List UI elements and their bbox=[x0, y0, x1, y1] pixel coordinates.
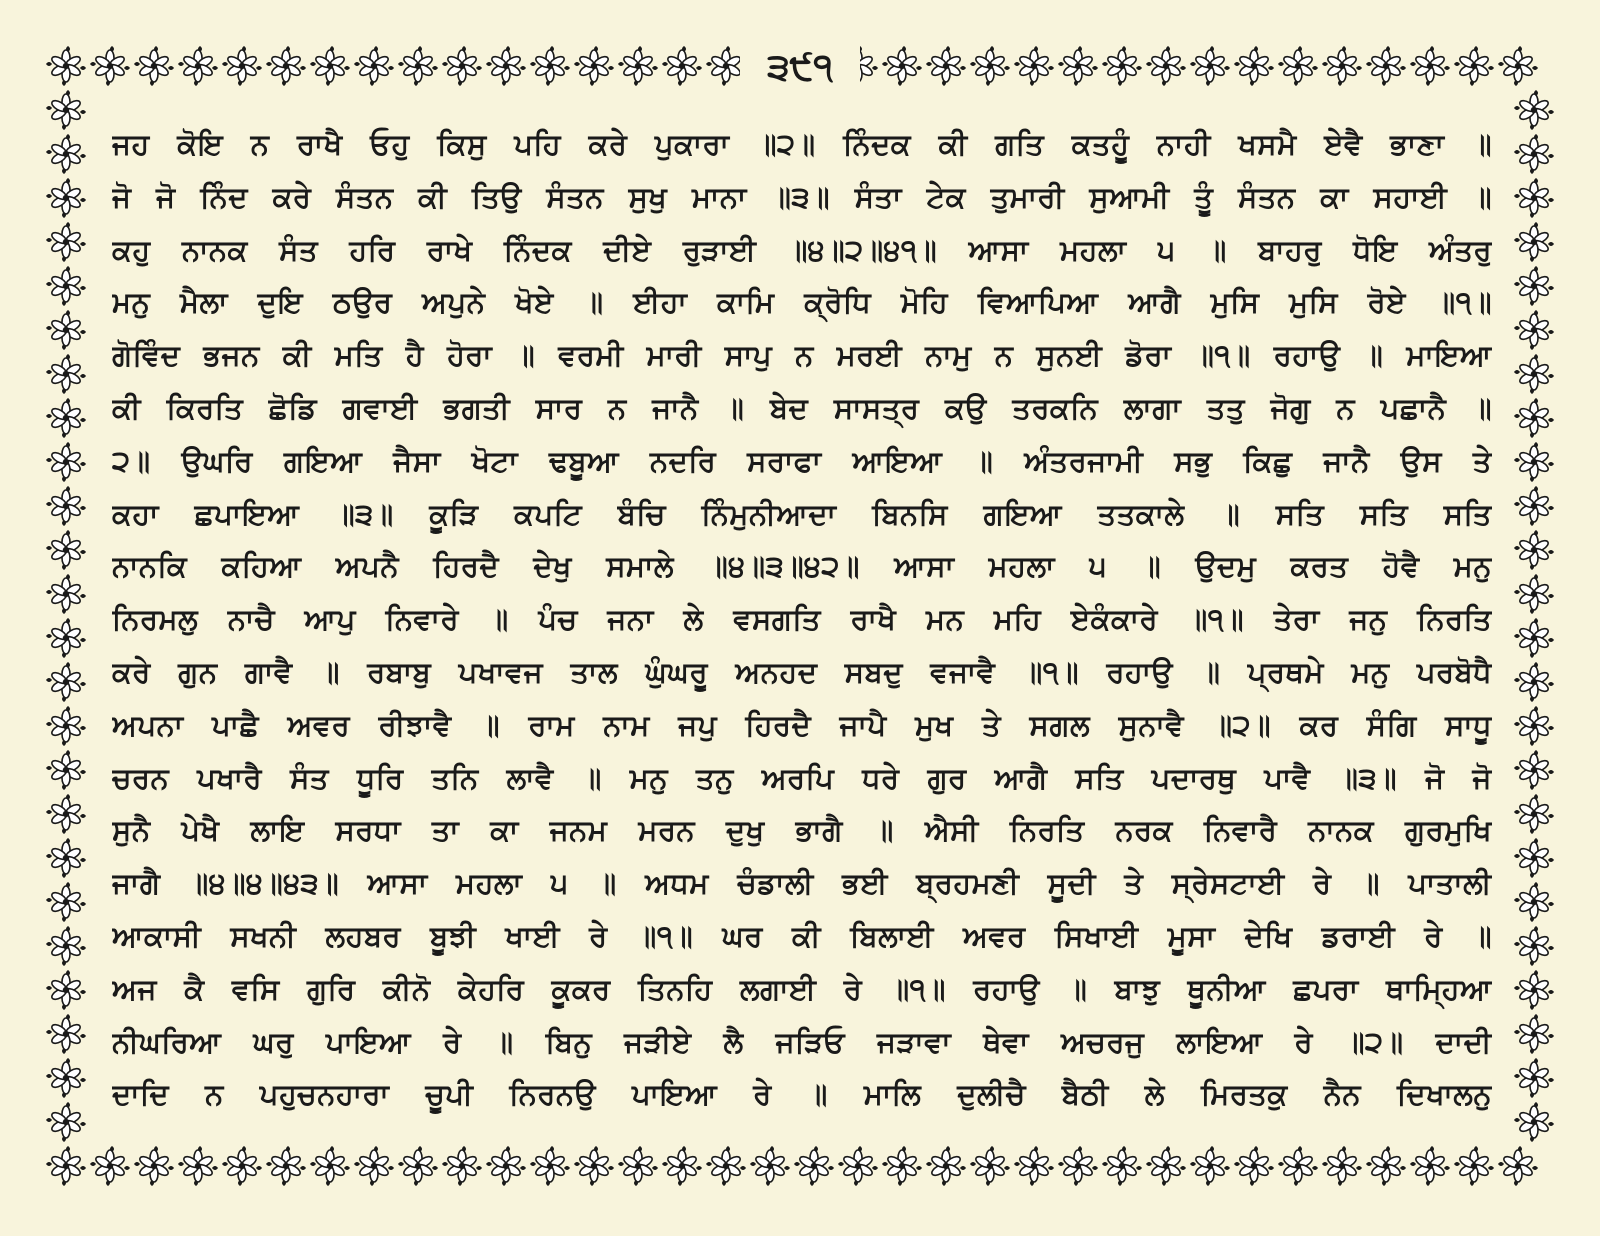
flower-ornament-icon bbox=[134, 46, 174, 86]
flower-ornament-icon bbox=[46, 750, 86, 790]
text-line: ਜਹ ਕੋਇ ਨ ਰਾਖੈ ਓਹੁ ਕਿਸੁ ਪਹਿ ਕਰੇ ਪੁਕਾਰਾ ॥੨॥ ਨਿੰਦਕ ਕੀ ਗਤਿ ਕਤਹੂੰ ਨਾਹੀ ਖਸਮੈ ਏਵੈ ਭਾਣਾ ॥ bbox=[112, 127, 1492, 161]
flower-ornament-icon bbox=[1014, 46, 1054, 86]
flower-ornament-icon bbox=[1514, 882, 1554, 922]
flower-ornament-icon bbox=[1454, 1146, 1494, 1186]
flower-ornament-icon bbox=[46, 222, 86, 262]
flower-ornament-icon bbox=[398, 46, 438, 86]
flower-ornament-icon bbox=[266, 46, 306, 86]
flower-ornament-icon bbox=[354, 1146, 394, 1186]
flower-ornament-icon bbox=[1146, 1146, 1186, 1186]
flower-ornament-icon bbox=[882, 1146, 922, 1186]
flower-ornament-icon bbox=[310, 46, 350, 86]
flower-ornament-icon bbox=[46, 838, 86, 878]
text-line: ਚਰਨ ਪਖਾਰੈ ਸੰਤ ਧੂਰਿ ਤਨਿ ਲਾਵੈ ॥ ਮਨੁ ਤਨੁ ਅਰਪਿ ਧਰੇ ਗੁਰ ਆਗੈ ਸਤਿ ਪਦਾਰਥੁ ਪਾਵੈ ॥੩॥ ਜੋ ਜੋ bbox=[112, 760, 1492, 795]
text-line: ਨਿਰਮਲੁ ਨਾਚੈ ਆਪੁ ਨਿਵਾਰੇ ॥ ਪੰਚ ਜਨਾ ਲੇ ਵਸਗਤਿ ਰਾਖੈ ਮਨ ਮਹਿ ਏਕੰਕਾਰੇ ॥੧॥ ਤੇਰਾ ਜਨੁ ਨਿਰਤਿ bbox=[112, 602, 1492, 637]
text-line: ਕੀ ਕਿਰਤਿ ਛੋਡਿ ਗਵਾਈ ਭਗਤੀ ਸਾਰ ਨ ਜਾਨੈ ॥ ਬੇਦ ਸਾਸਤ੍ਰ ਕਉ ਤਰਕਨਿ ਲਾਗਾ ਤਤੁ ਜੋਗੁ ਨ ਪਛਾਨੈ ॥ bbox=[112, 390, 1492, 425]
flower-ornament-icon bbox=[574, 46, 614, 86]
flower-ornament-icon bbox=[442, 46, 482, 86]
flower-ornament-icon bbox=[46, 662, 86, 702]
flower-ornament-icon bbox=[970, 1146, 1010, 1186]
text-line: ਜਾਗੈ ॥੪॥੪॥੪੩॥ ਆਸਾ ਮਹਲਾ ੫ ॥ ਅਧਮ ਚੰਡਾਲੀ ਭਈ ਬ੍ਰਹਮਣੀ ਸੂਦੀ ਤੇ ਸ੍ਰੇਸਟਾਈ ਰੇ ॥ ਪਾਤਾਲੀ bbox=[112, 866, 1492, 901]
flower-ornament-icon bbox=[46, 618, 86, 658]
page-number: ੩੯੧ bbox=[740, 40, 860, 96]
flower-ornament-icon bbox=[1514, 926, 1554, 966]
flower-ornament-icon bbox=[1514, 838, 1554, 878]
flower-ornament-icon bbox=[46, 882, 86, 922]
flower-ornament-icon bbox=[926, 46, 966, 86]
flower-ornament-icon bbox=[442, 1146, 482, 1186]
flower-ornament-icon bbox=[46, 970, 86, 1010]
text-line: ਅਪਨਾ ਪਾਛੈ ਅਵਰ ਰੀਝਾਵੈ ॥ ਰਾਮ ਨਾਮ ਜਪੁ ਹਿਰਦੈ ਜਾਪੈ ਮੁਖ ਤੇ ਸਗਲ ਸੁਨਾਵੈ ॥੨॥ ਕਰ ਸੰਗਿ ਸਾਧੂ bbox=[112, 707, 1492, 742]
flower-ornament-icon bbox=[310, 1146, 350, 1186]
flower-ornament-icon bbox=[178, 46, 218, 86]
flower-ornament-icon bbox=[618, 1146, 658, 1186]
flower-ornament-icon bbox=[46, 178, 86, 218]
text-line: ਆਕਾਸੀ ਸਖਨੀ ਲਹਬਰ ਬੂਝੀ ਖਾਈ ਰੇ ॥੧॥ ਘਰ ਕੀ ਬਿਲਾਈ ਅਵਰ ਸਿਖਾਈ ਮੂਸਾ ਦੇਖਿ ਡਰਾਈ ਰੇ ॥ bbox=[112, 918, 1492, 953]
flower-ornament-icon bbox=[574, 1146, 614, 1186]
flower-ornament-icon bbox=[1234, 46, 1274, 86]
flower-ornament-icon bbox=[46, 310, 86, 350]
flower-ornament-icon bbox=[1514, 750, 1554, 790]
flower-ornament-icon bbox=[1514, 134, 1554, 174]
flower-ornament-icon bbox=[1102, 46, 1142, 86]
flower-ornament-icon bbox=[618, 46, 658, 86]
flower-ornament-icon bbox=[90, 46, 130, 86]
flower-ornament-icon bbox=[46, 354, 86, 394]
flower-ornament-icon bbox=[706, 1146, 746, 1186]
flower-ornament-icon bbox=[1514, 486, 1554, 526]
flower-ornament-icon bbox=[1102, 1146, 1142, 1186]
flower-ornament-icon bbox=[1514, 1102, 1554, 1142]
text-line: ਮਨੁ ਮੈਲਾ ਦੁਇ ਠਉਰ ਅਪੁਨੇ ਖੋਏ ॥ ਈਹਾ ਕਾਮਿ ਕ੍ਰੋਧਿ ਮੋਹਿ ਵਿਆਪਿਆ ਆਗੈ ਮੁਸਿ ਮੁਸਿ ਰੋਏ ॥੧॥ bbox=[112, 285, 1492, 320]
flower-ornament-icon bbox=[662, 1146, 702, 1186]
flower-ornament-icon bbox=[46, 530, 86, 570]
flower-ornament-icon bbox=[90, 1146, 130, 1186]
flower-ornament-icon bbox=[1234, 1146, 1274, 1186]
flower-ornament-icon bbox=[1514, 1014, 1554, 1054]
flower-ornament-icon bbox=[1498, 1146, 1538, 1186]
flower-ornament-icon bbox=[46, 134, 86, 174]
flower-ornament-icon bbox=[1514, 442, 1554, 482]
flower-ornament-icon bbox=[1454, 46, 1494, 86]
text-line: ਸੁਨੈ ਪੇਖੈ ਲਾਇ ਸਰਧਾ ਤਾ ਕਾ ਜਨਮ ਮਰਨ ਦੁਖੁ ਭਾਗੈ ॥ ਐਸੀ ਨਿਰਤਿ ਨਰਕ ਨਿਵਾਰੈ ਨਾਨਕ ਗੁਰਮੁਖਿ bbox=[112, 813, 1492, 848]
flower-ornament-icon bbox=[1322, 46, 1362, 86]
flower-ornament-icon bbox=[1410, 46, 1450, 86]
flower-ornament-icon bbox=[1498, 46, 1538, 86]
flower-ornament-icon bbox=[1514, 90, 1554, 130]
flower-ornament-icon bbox=[882, 46, 922, 86]
flower-ornament-icon bbox=[46, 1102, 86, 1142]
flower-ornament-icon bbox=[1514, 310, 1554, 350]
flower-ornament-icon bbox=[1190, 46, 1230, 86]
flower-ornament-icon bbox=[1514, 178, 1554, 218]
flower-ornament-icon bbox=[46, 486, 86, 526]
flower-ornament-icon bbox=[1514, 398, 1554, 438]
flower-ornament-icon bbox=[1514, 1058, 1554, 1098]
flower-ornament-icon bbox=[1514, 662, 1554, 702]
flower-ornament-icon bbox=[222, 46, 262, 86]
flower-ornament-icon bbox=[1190, 1146, 1230, 1186]
flower-ornament-icon bbox=[1366, 46, 1406, 86]
text-line: ਨਾਨਕਿ ਕਹਿਆ ਅਪਨੈ ਹਿਰਦੈ ਦੇਖੁ ਸਮਾਲੇ ॥੪॥੩॥੪੨॥ ਆਸਾ ਮਹਲਾ ੫ ॥ ਉਦਮੁ ਕਰਤ ਹੋਵੈ ਮਨੁ bbox=[112, 549, 1492, 584]
flower-ornament-icon bbox=[530, 1146, 570, 1186]
text-line: ਜੋ ਜੋ ਨਿੰਦ ਕਰੇ ਸੰਤਨ ਕੀ ਤਿਉ ਸੰਤਨ ਸੁਖੁ ਮਾਨਾ ॥੩॥ ਸੰਤਾ ਟੇਕ ਤੁਮਾਰੀ ਸੁਆਮੀ ਤੂੰ ਸੰਤਨ ਕਾ ਸਹਾਈ ॥ bbox=[112, 179, 1492, 214]
flower-ornament-icon bbox=[1514, 794, 1554, 834]
flower-ornament-icon bbox=[46, 398, 86, 438]
flower-ornament-icon bbox=[46, 1058, 86, 1098]
flower-ornament-icon bbox=[178, 1146, 218, 1186]
flower-ornament-icon bbox=[838, 1146, 878, 1186]
flower-ornament-icon bbox=[1146, 46, 1186, 86]
flower-ornament-icon bbox=[486, 46, 526, 86]
flower-ornament-icon bbox=[1514, 574, 1554, 614]
flower-ornament-icon bbox=[46, 442, 86, 482]
text-line: ਕਹਾ ਛਪਾਇਆ ॥੩॥ ਕੂੜਿ ਕਪਟਿ ਬੰਚਿ ਨਿੰਮੁਨੀਆਦਾ ਬਿਨਸਿ ਗਇਆ ਤਤਕਾਲੇ ॥ ਸਤਿ ਸਤਿ ਸਤਿ bbox=[112, 496, 1492, 531]
flower-ornament-icon bbox=[1514, 266, 1554, 306]
flower-ornament-icon bbox=[530, 46, 570, 86]
flower-ornament-icon bbox=[970, 46, 1010, 86]
flower-ornament-icon bbox=[266, 1146, 306, 1186]
text-line: ਦਾਦਿ ਨ ਪਹੁਚਨਹਾਰਾ ਚੂਪੀ ਨਿਰਨਉ ਪਾਇਆ ਰੇ ॥ ਮਾਲਿ ਦੁਲੀਚੈ ਬੈਠੀ ਲੇ ਮਿਰਤਕੁ ਨੈਨ ਦਿਖਾਲਨੁ bbox=[112, 1077, 1492, 1112]
flower-ornament-icon bbox=[46, 926, 86, 966]
flower-ornament-icon bbox=[46, 1146, 86, 1186]
text-line: ਕਹੁ ਨਾਨਕ ਸੰਤ ਹਰਿ ਰਾਖੇ ਨਿੰਦਕ ਦੀਏ ਰੁੜਾਈ ॥੪॥੨॥੪੧॥ ਆਸਾ ਮਹਲਾ ੫ ॥ ਬਾਹਰੁ ਧੋਇ ਅੰਤਰੁ bbox=[112, 232, 1492, 267]
scripture-text bbox=[112, 118, 1492, 1112]
text-line: ਕਰੇ ਗੁਨ ਗਾਵੈ ॥ ਰਬਾਬੁ ਪਖਾਵਜ ਤਾਲ ਘੁੰਘਰੂ ਅਨਹਦ ਸਬਦੁ ਵਜਾਵੈ ॥੧॥ ਰਹਾਉ ॥ ਪ੍ਰਥਮੇ ਮਨੁ ਪਰਬੋਧੈ bbox=[112, 654, 1492, 689]
flower-ornament-icon bbox=[46, 1014, 86, 1054]
flower-ornament-icon bbox=[1514, 970, 1554, 1010]
flower-ornament-icon bbox=[134, 1146, 174, 1186]
flower-ornament-icon bbox=[1514, 530, 1554, 570]
text-line: ਨੀਘਰਿਆ ਘਰੁ ਪਾਇਆ ਰੇ ॥ ਬਿਨੁ ਜੜੀਏ ਲੈ ਜੜਿਓ ਜੜਾਵਾ ਥੇਵਾ ਅਚਰਜੁ ਲਾਇਆ ਰੇ ॥੨॥ ਦਾਦੀ bbox=[112, 1024, 1492, 1059]
flower-ornament-icon bbox=[222, 1146, 262, 1186]
text-line: ੨॥ ਉਘਰਿ ਗਇਆ ਜੈਸਾ ਖੋਟਾ ਢਬੂਆ ਨਦਰਿ ਸਰਾਫਾ ਆਇਆ ॥ ਅੰਤਰਜਾਮੀ ਸਭੁ ਕਿਛੁ ਜਾਨੈ ਉਸ ਤੇ bbox=[112, 443, 1492, 478]
flower-ornament-icon bbox=[1322, 1146, 1362, 1186]
flower-ornament-icon bbox=[1514, 222, 1554, 262]
flower-ornament-icon bbox=[662, 46, 702, 86]
flower-ornament-icon bbox=[354, 46, 394, 86]
flower-ornament-icon bbox=[398, 1146, 438, 1186]
flower-ornament-icon bbox=[926, 1146, 966, 1186]
flower-ornament-icon bbox=[46, 706, 86, 746]
flower-ornament-icon bbox=[1514, 706, 1554, 746]
flower-ornament-icon bbox=[794, 1146, 834, 1186]
flower-ornament-icon bbox=[1410, 1146, 1450, 1186]
flower-ornament-icon bbox=[486, 1146, 526, 1186]
flower-ornament-icon bbox=[46, 574, 86, 614]
flower-ornament-icon bbox=[1278, 1146, 1318, 1186]
flower-ornament-icon bbox=[1514, 618, 1554, 658]
flower-ornament-icon bbox=[46, 266, 86, 306]
flower-ornament-icon bbox=[1366, 1146, 1406, 1186]
flower-ornament-icon bbox=[1058, 46, 1098, 86]
flower-ornament-icon bbox=[1278, 46, 1318, 86]
flower-ornament-icon bbox=[46, 46, 86, 86]
text-line: ਗੋਵਿੰਦ ਭਜਨ ਕੀ ਮਤਿ ਹੈ ਹੋਰਾ ॥ ਵਰਮੀ ਮਾਰੀ ਸਾਪੁ ਨ ਮਰਈ ਨਾਮੁ ਨ ਸੁਨਈ ਡੋਰਾ ॥੧॥ ਰਹਾਉ ॥ ਮਾਇਆ bbox=[112, 338, 1492, 373]
text-line: ਅਜ ਕੈ ਵਸਿ ਗੁਰਿ ਕੀਨੋ ਕੇਹਰਿ ਕੂਕਰ ਤਿਨਹਿ ਲਗਾਈ ਰੇ ॥੧॥ ਰਹਾਉ ॥ ਬਾਝੁ ਥੂਨੀਆ ਛਪਰਾ ਥਾਮ੍ਹਿਆ bbox=[112, 971, 1492, 1006]
flower-ornament-icon bbox=[750, 1146, 790, 1186]
flower-ornament-icon bbox=[1514, 354, 1554, 394]
flower-ornament-icon bbox=[1058, 1146, 1098, 1186]
flower-ornament-icon bbox=[46, 90, 86, 130]
flower-ornament-icon bbox=[1014, 1146, 1054, 1186]
flower-ornament-icon bbox=[46, 794, 86, 834]
